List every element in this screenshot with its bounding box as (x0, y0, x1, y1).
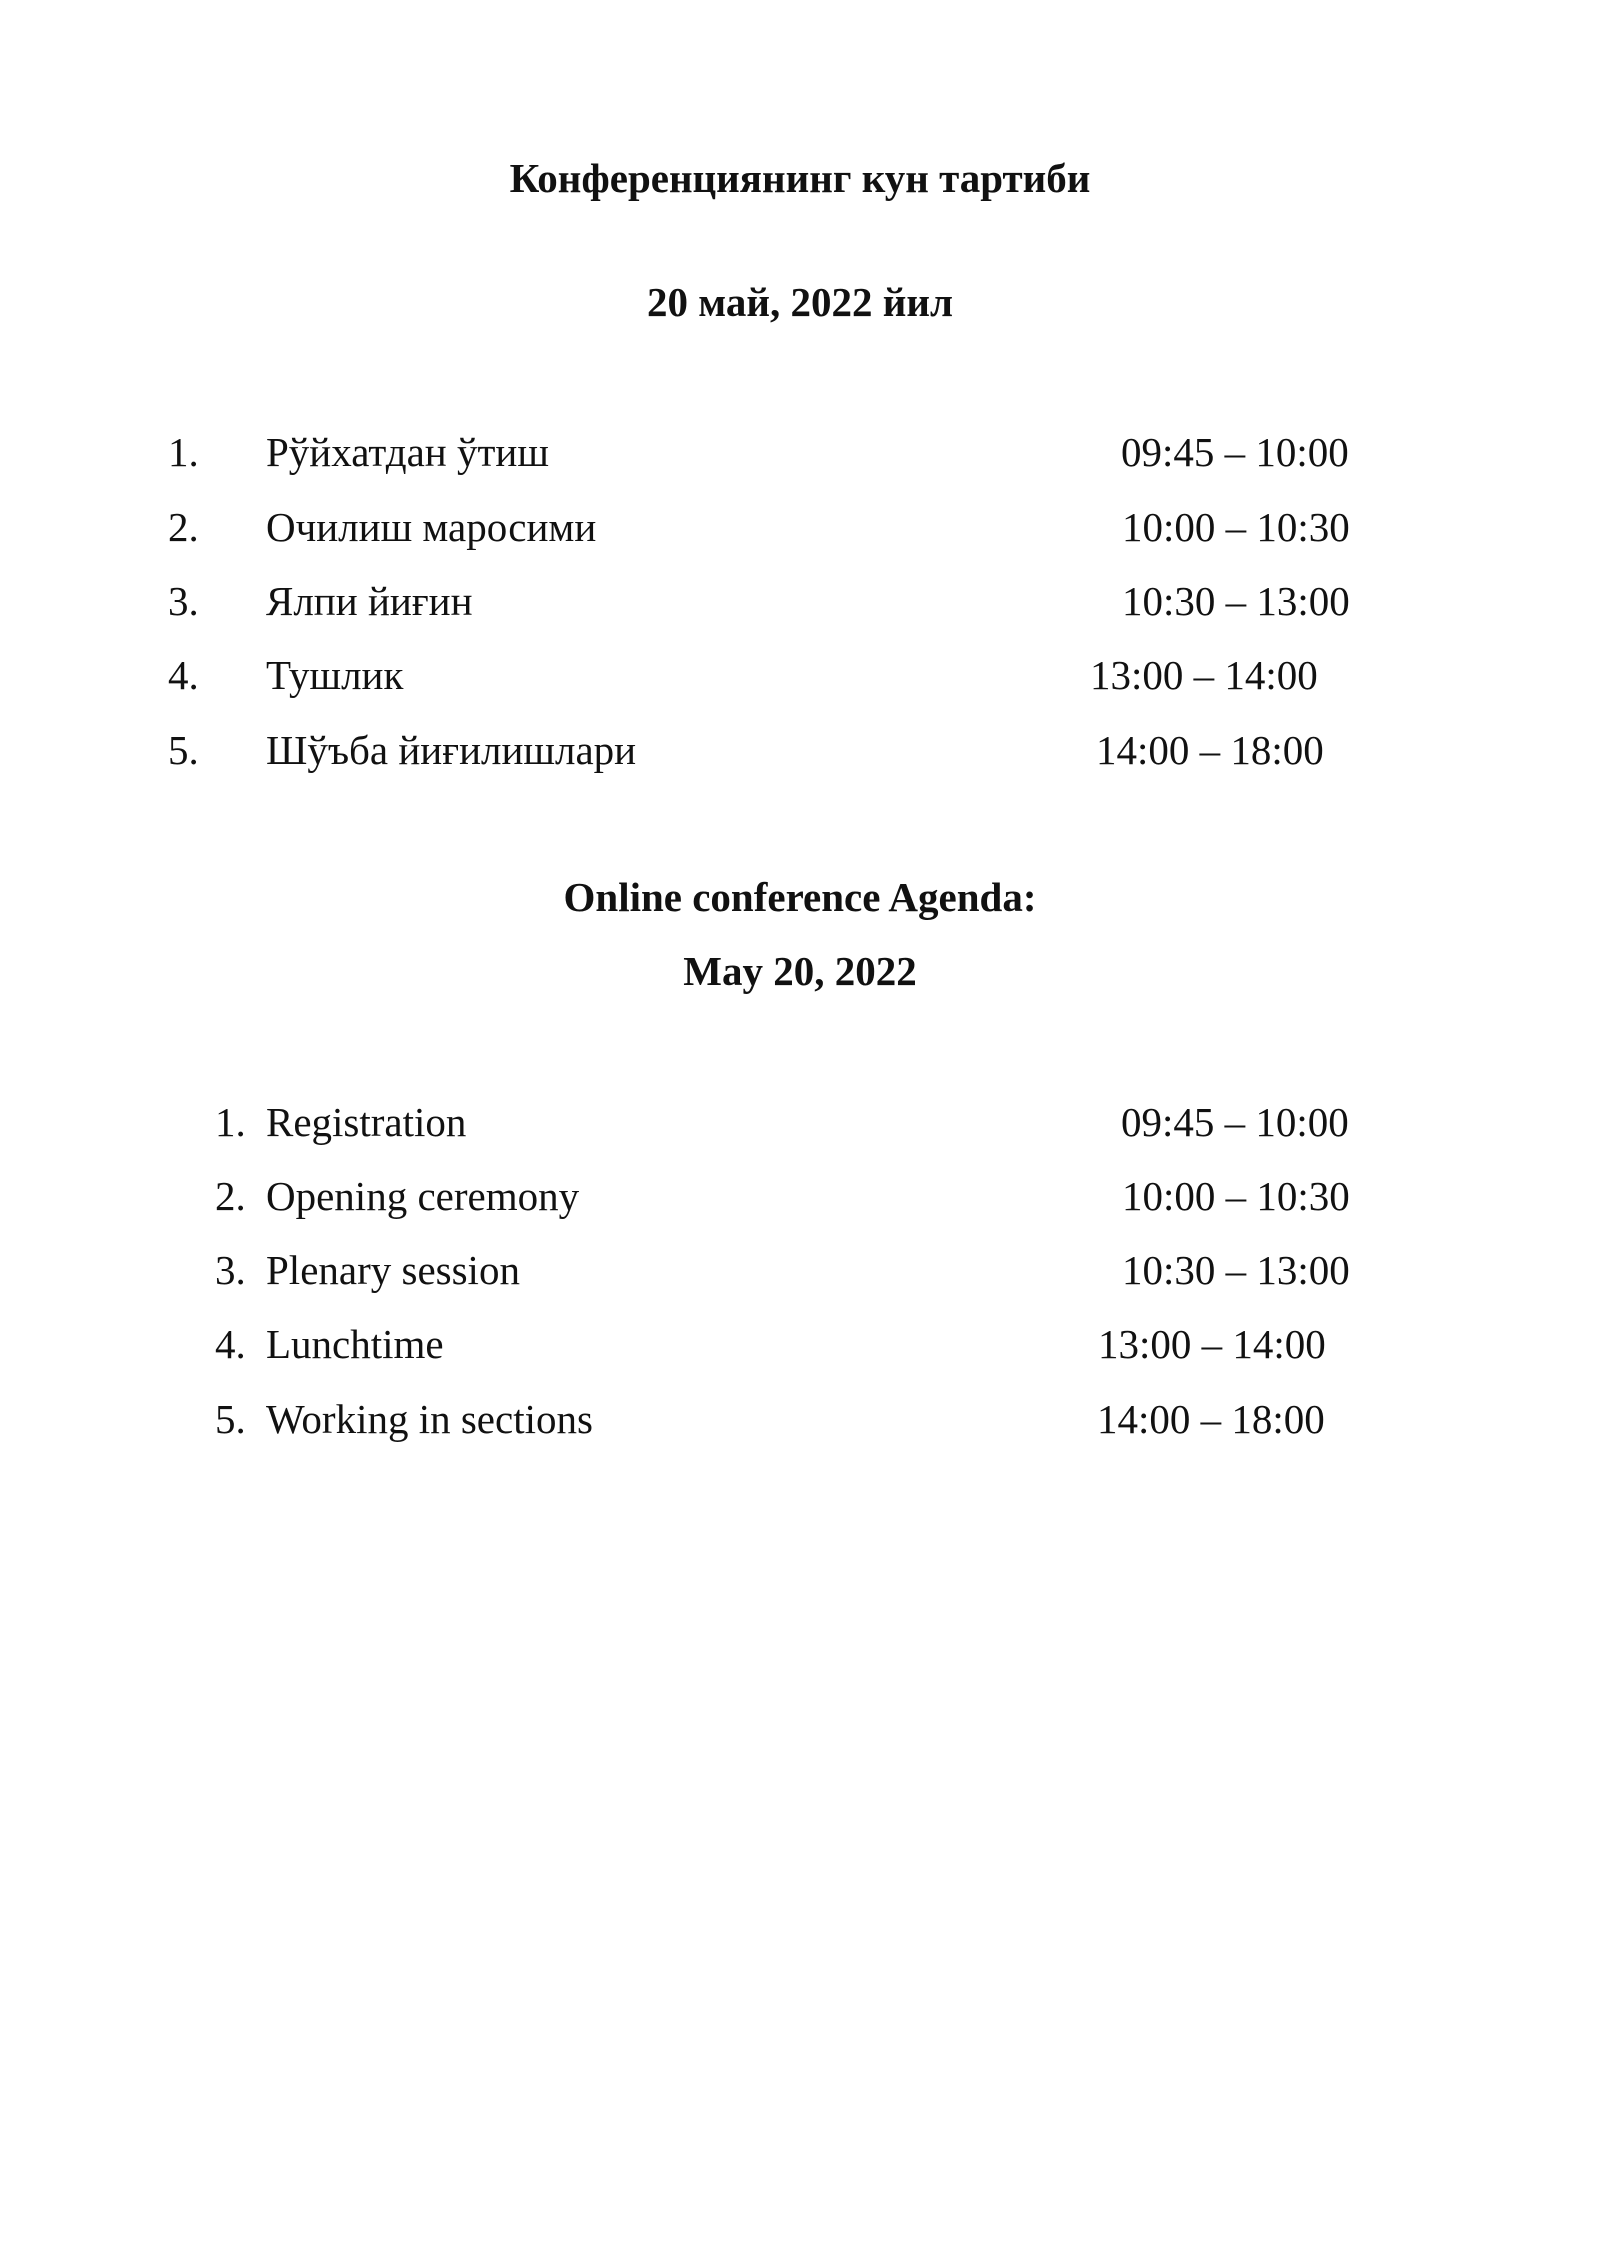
agenda-item (0, 1094, 1600, 1150)
item-number: 3. (168, 578, 199, 624)
item-label: Opening ceremony (266, 1173, 580, 1219)
item-label: Plenary session (266, 1247, 520, 1293)
item-number: 1. (168, 429, 199, 475)
item-time: 10:00 – 10:30 (1122, 1173, 1350, 1219)
agenda-title-uz: Конференциянинг кун тартиби (509, 155, 1091, 201)
item-number: 5. (168, 727, 199, 773)
item-label: Тушлик (266, 652, 404, 698)
item-number: 4. (168, 652, 199, 698)
item-label: Registration (266, 1099, 467, 1145)
agenda-item (0, 499, 1600, 555)
item-label: Рўйхатдан ўтиш (266, 429, 549, 475)
agenda-item (0, 573, 1600, 629)
item-number: 2. (168, 504, 199, 550)
item-number: 4. (215, 1321, 246, 1367)
item-time: 09:45 – 10:00 (1121, 1099, 1349, 1145)
agenda-date-en: May 20, 2022 (683, 948, 917, 994)
item-time: 14:00 – 18:00 (1096, 727, 1324, 773)
agenda-item (0, 722, 1600, 778)
agenda-item (0, 1316, 1600, 1372)
agenda-item (0, 647, 1600, 703)
agenda-title-en: Online conference Agenda: (563, 874, 1037, 920)
agenda-date-uz: 20 май, 2022 йил (646, 279, 954, 325)
item-time: 09:45 – 10:00 (1121, 429, 1349, 475)
item-label: Lunchtime (266, 1321, 444, 1367)
item-number: 2. (215, 1173, 246, 1219)
item-time: 10:30 – 13:00 (1122, 578, 1350, 624)
item-label: Working in sections (266, 1396, 593, 1442)
item-label: Ялпи йиғин (266, 578, 473, 624)
item-label: Шўъба йиғилишлари (266, 727, 637, 773)
item-time: 10:30 – 13:00 (1122, 1247, 1350, 1293)
item-number: 3. (215, 1247, 246, 1293)
agenda-item (0, 1391, 1600, 1447)
item-time: 10:00 – 10:30 (1122, 504, 1350, 550)
agenda-item (0, 1168, 1600, 1224)
item-label: Очилиш маросими (266, 504, 597, 550)
item-number: 1. (215, 1099, 246, 1145)
agenda-item (0, 1242, 1600, 1298)
item-time: 13:00 – 14:00 (1098, 1321, 1326, 1367)
item-number: 5. (215, 1396, 246, 1442)
item-time: 14:00 – 18:00 (1097, 1396, 1325, 1442)
agenda-item (0, 424, 1600, 480)
item-time: 13:00 – 14:00 (1090, 652, 1318, 698)
